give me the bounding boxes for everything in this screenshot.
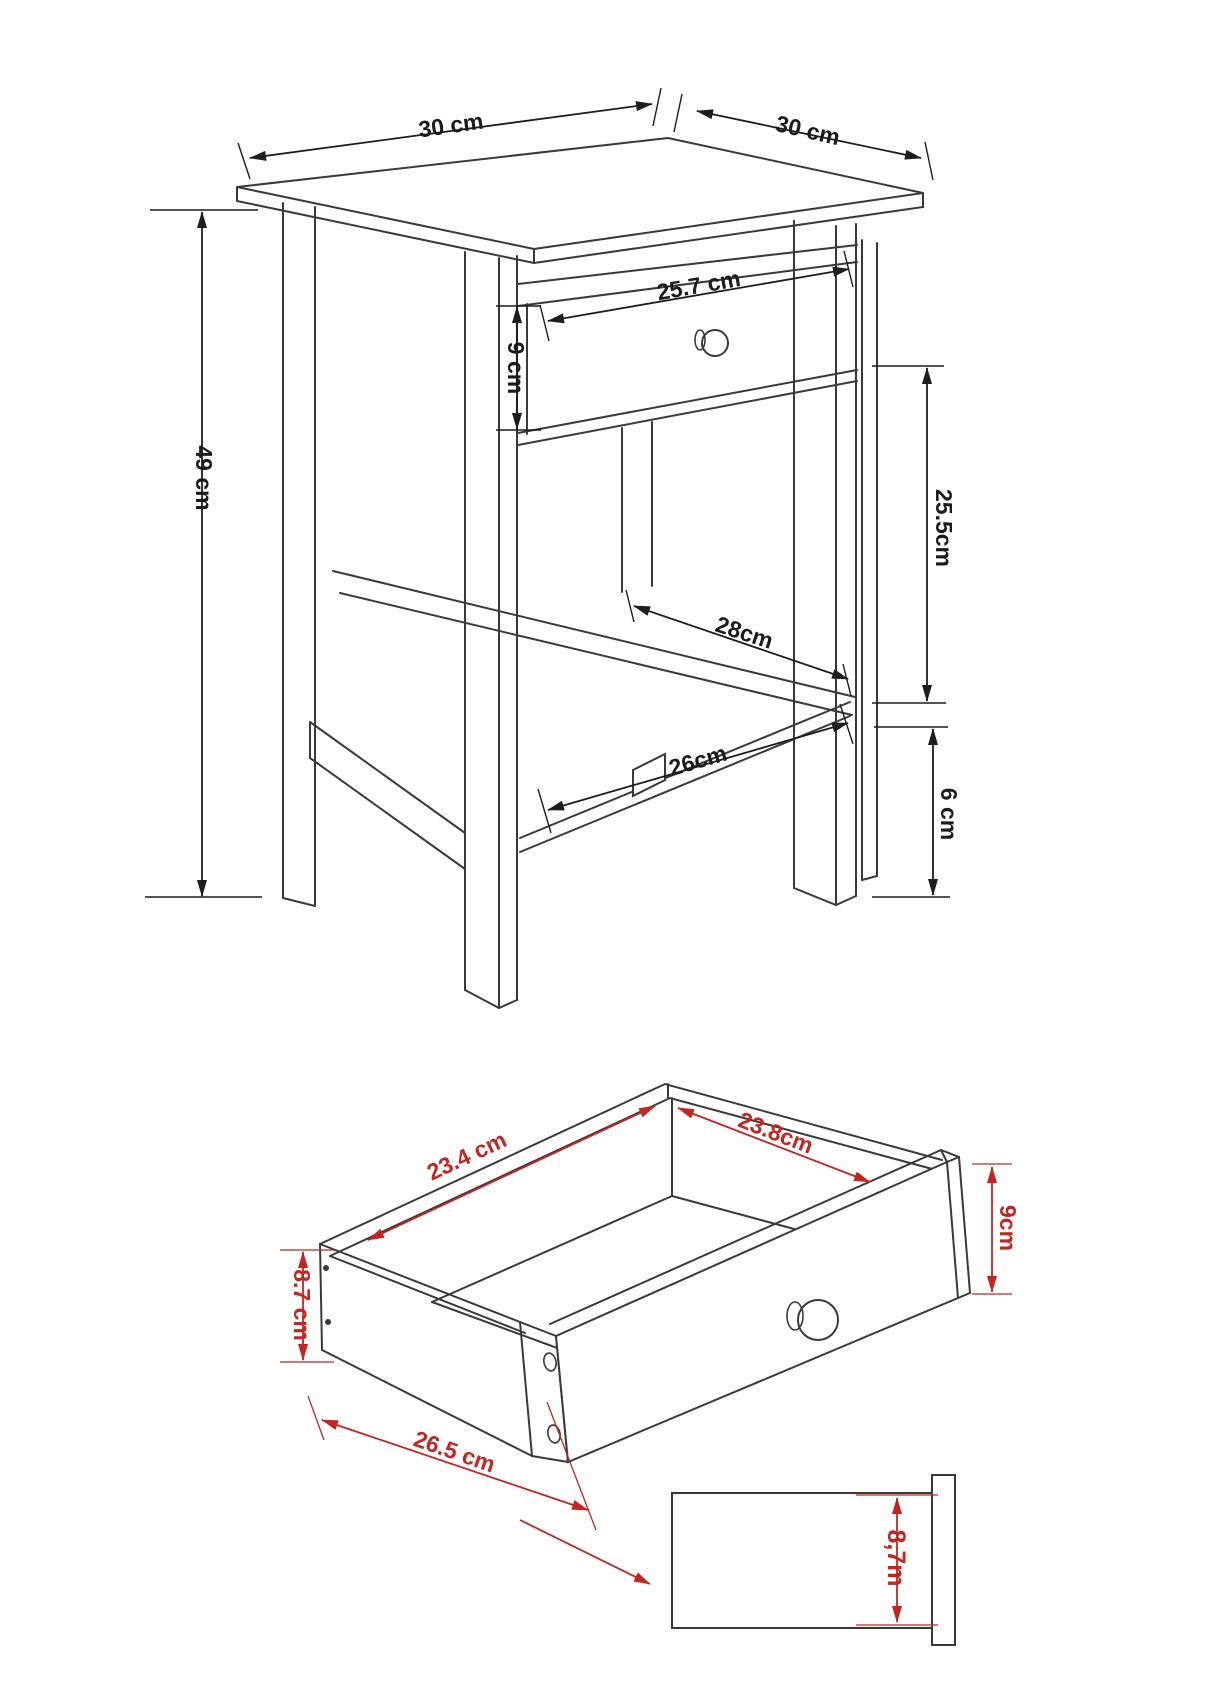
- tabletop-top-face: [237, 138, 923, 249]
- drawer-knob: [702, 330, 728, 356]
- dim-label-front-width: 26.5 cm: [410, 1425, 499, 1478]
- apron-bottom-edge: [518, 381, 857, 445]
- drawer-front-panel: [550, 1150, 970, 1462]
- front-panel-outer-face: [556, 1162, 958, 1462]
- left-leg: [283, 203, 315, 906]
- drawer-left-panel: [320, 1244, 568, 1462]
- dim-tick: [540, 305, 549, 341]
- drawer-side-view: [672, 1475, 955, 1645]
- left-panel-rim-inner: [330, 1256, 525, 1333]
- dim-label-overall-height: 49 cm: [191, 445, 217, 511]
- dim-tick: [674, 94, 682, 132]
- right-leg: [794, 221, 856, 905]
- dim-tick: [308, 1396, 324, 1440]
- dim-label-drawer-width: 25.7 cm: [654, 264, 743, 306]
- dim-label-shelf-back: 28cm: [712, 610, 777, 654]
- dim-tick: [626, 590, 634, 622]
- dim-label-top-depth: 30 cm: [773, 110, 843, 151]
- side-view-front-panel: [932, 1475, 955, 1645]
- back-right-leg: [862, 240, 877, 880]
- edge-line: [465, 990, 517, 1008]
- lower-shelf: [310, 571, 855, 869]
- dim-label-side-height: 8.7 cm: [289, 1269, 315, 1341]
- drawer-knob-base: [695, 330, 705, 350]
- shelf-center-bracket: [633, 754, 665, 796]
- dim-tick: [843, 664, 851, 696]
- edge-line: [320, 1244, 322, 1350]
- dim-label-drawer-height: 9 cm: [503, 341, 529, 395]
- dim-tick: [653, 88, 661, 126]
- screw-hole: [542, 1352, 557, 1372]
- tabletop: [237, 138, 923, 263]
- leader-to-side-view: [520, 1520, 650, 1584]
- dim-label-front-height: 9cm: [995, 1204, 1021, 1252]
- dim-label-inner-width: 23.8cm: [734, 1106, 817, 1159]
- dim-tick: [538, 789, 551, 833]
- dim-tick: [925, 142, 933, 180]
- edge-line: [794, 888, 856, 905]
- dim-tick: [238, 143, 250, 179]
- shelf-left-rail: [310, 722, 465, 833]
- dim-line-inner-depth: [368, 1106, 655, 1240]
- edge-line: [862, 876, 877, 880]
- drawer-bottom-edge: [518, 370, 857, 433]
- dim-label-side-view-height: 8,7m: [882, 1529, 910, 1587]
- shelf-back-edge: [333, 571, 855, 697]
- nightstand-isometric-view: [145, 88, 962, 1008]
- screw-dot: [323, 1265, 329, 1271]
- dim-label-top-width: 30 cm: [416, 107, 485, 143]
- screw-dot: [325, 1319, 331, 1325]
- back-leg: [622, 422, 652, 592]
- dim-label-leg-clearance: 6 cm: [936, 787, 962, 841]
- edge-line: [520, 1322, 532, 1456]
- dim-label-shelf-front: 26cm: [665, 739, 730, 781]
- dim-label-open-height: 25.5cm: [931, 488, 957, 568]
- edge-line: [283, 898, 315, 906]
- shelf-left-rail: [310, 758, 465, 869]
- edge-line: [947, 1157, 959, 1162]
- dim-label-inner-depth: 23.4 cm: [422, 1126, 511, 1186]
- edge-line: [532, 1456, 568, 1462]
- left-panel-rim-outer: [320, 1244, 520, 1322]
